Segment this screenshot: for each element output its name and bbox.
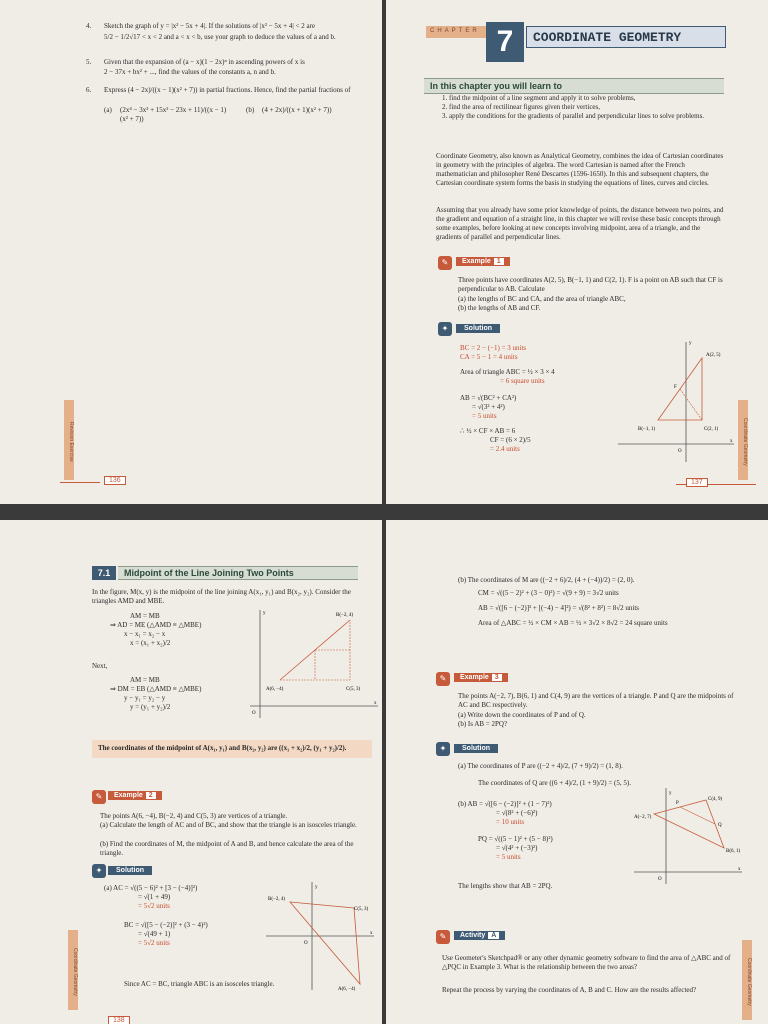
deriv1-line-4: x = (x₁ + x₂)/2 (130, 639, 171, 647)
sol1-line-bc: BC = 2 − (−1) = 3 units (460, 344, 527, 352)
intro-paragraph-1: Coordinate Geometry, also known as Analytical Geometry, combines the idea of Cartesian coordinates in geometry with the principles of algebra. The word Cartesian is named after the French mathematician and philosopher René Descartes (1596-1650). In this and subsequent chapters, the Cartesian coordinate system forms the basis in studying the equations of lines, curves and circles. (436, 152, 724, 187)
example-2-part-a: (a) Calculate the length of AC and of BC, and show that the triangle is an isosceles triangle. (100, 821, 357, 829)
footer-rule (60, 482, 100, 483)
sol2-line-bc: BC = √([5 − (−2)]² + (3 − 4)²) (124, 921, 208, 929)
label-a: A(2, 5) (706, 353, 721, 358)
sol3-line-pq: PQ = √((5 − 1)² + (5 − 8)²) (478, 835, 553, 843)
example-1-part-a: (a) the lengths of BC and CA, and the area of triangle ABC, (458, 295, 626, 303)
example-1-graph (618, 334, 738, 464)
sol2-line-bc-result: = 5√2 units (138, 939, 170, 947)
example-label: Example (462, 258, 491, 265)
label-b: B(−2, 4) (268, 897, 285, 902)
sol2-line-bc-2: = √(49 + 1) (138, 930, 171, 938)
intro-paragraph-2: Assuming that you already have some prior knowledge of points, the distance between two points, and the gradient and equation of a straight line, in this chapter we will revise these basic concepts through some examples, before looking at new concepts involving midpoint, area of a triangle, and the gradients of parallel and perpendicular lines. (436, 206, 724, 241)
ex6-number: 6. (86, 86, 92, 94)
sol2b-line-m: (b) The coordinates of M are ((−2 + 6)/2, (4 + (−4))/2) = (2, 0). (458, 576, 635, 584)
chapter-title: COORDINATE GEOMETRY (526, 26, 726, 48)
label-c: C(2, 1) (704, 427, 719, 432)
sol3-line-ab-2: = √(8² + (−6)²) (496, 809, 538, 817)
deriv2-line-4: y = (y₁ + y₂)/2 (130, 703, 171, 711)
page-139 (386, 520, 768, 1024)
sol1-line-ab: AB = √(BC² + CA²) (460, 394, 517, 402)
activity-label: Activity (460, 932, 486, 939)
sol2b-line-ab: AB = √([6 − (−2)]² + [(−4) − 4]²) = √(8² + 8²) = 8√2 units (478, 604, 640, 612)
example-2-part-b: (b) Find the coordinates of M, the midpoint of A and B, and hence calculate the area of the triangle. (100, 840, 354, 857)
example-1-tag (456, 257, 510, 266)
ex6-a-label: (a) (104, 106, 112, 114)
label-y: y (263, 611, 266, 616)
ex6-b-expr: (4 + 2x)/((x + 1)(x² + 7)) (262, 106, 332, 114)
top-spread (0, 0, 768, 504)
activity-text-1: Use Geometer's Sketchpad® or any other dynamic geometry software to find the area of △ABC and of △PQC in Example 3. What is the relationship between the two areas? (442, 954, 731, 971)
activity-icon: ✎ (436, 930, 450, 944)
label-a: A(6, −4) (338, 987, 356, 992)
label-b: B(6, 1) (726, 849, 741, 854)
page-138 (0, 520, 382, 1024)
ex6-text: Express (4 − 2x)/((x − 1)(x² + 7)) in partial fractions. Hence, find the partial fractions of (104, 86, 351, 94)
sol3-line-pq-result: = 5 units (496, 853, 521, 861)
sol1-line-ab-2: = √(3² + 4²) (472, 403, 505, 411)
example-pin-icon: ✎ (436, 672, 450, 686)
example-number: 2 (146, 792, 156, 799)
sol1-line-cf-2: CF = (6 × 2)/5 (490, 436, 531, 444)
derivation-x (110, 612, 250, 648)
sol1-line-ca: CA = 5 − 1 = 4 units (460, 353, 518, 361)
chapter-word: CHAPTER (426, 26, 486, 38)
ex5-text-2: 2 − 37x + bx² + ..., find the values of the constants a, n and b. (104, 68, 276, 76)
sol2b-line-cm: CM = √((5 − 2)² + (3 − 0)²) = √(9 + 9) = 3√2 units (478, 589, 619, 597)
example-2-tag (108, 791, 162, 800)
solution-2-tag: Solution (108, 866, 152, 875)
example-1-text: Three points have coordinates A(2, 5), B(−1, 1) and C(2, 1). F is a point on AB such that CF is perpendicular to AB. Calculate (458, 276, 723, 293)
example-pin-icon: ✎ (92, 790, 106, 804)
label-c: C(5, 3) (346, 687, 361, 692)
sol1-line-cf-result: = 2.4 units (490, 445, 520, 453)
section-intro: In the figure, M(x, y) is the midpoint of the line joining A(x₁, y₁) and B(x₂, y₂). Consider the triangles AMD and MBE. (92, 588, 351, 605)
label-q: Q (718, 823, 722, 828)
sol2-line-ac-2: = √(1 + 49) (138, 893, 171, 901)
page-137 (386, 0, 768, 504)
section-number: 7.1 (92, 566, 116, 580)
section-title: Midpoint of the Line Joining Two Points (118, 566, 358, 580)
label-x: x (730, 439, 733, 444)
deriv2-line-2: ⇒ DM = EB (△AMD ≡ △MBE) (110, 685, 202, 693)
example-pin-icon: ✎ (438, 256, 452, 270)
label-y: y (669, 791, 672, 796)
solution-1-lines (460, 344, 610, 454)
deriv1-line-3: x − x₁ = x₂ − x (124, 630, 166, 638)
ex4-number: 4. (86, 22, 92, 30)
label-o: O (658, 877, 662, 882)
sol3-line-ab-result: = 10 units (496, 818, 525, 826)
midpoint-graph (250, 606, 380, 726)
example-number: 1 (494, 258, 504, 265)
ex4-text: Sketch the graph of y = |x² − 5x + 4|. If the solutions of |x² − 5x + 4| < 2 are (104, 22, 315, 30)
ex4-text-2: 5/2 − 1/2√17 < x < 2 and a < x < b, use your graph to deduce the values of a and b. (104, 33, 336, 41)
sol3-line-ab: (b) AB = √([6 − (−2)]² + (1 − 7)²) (458, 800, 552, 808)
objective-3: 3. apply the conditions for the gradients of parallel and perpendicular lines to solve problems. (442, 112, 705, 120)
example-3-tag (454, 673, 508, 682)
sol1-line-area: Area of triangle ABC = ½ × 3 × 4 (460, 368, 555, 376)
solution-3-conclusion: The lengths show that AB = 2PQ. (458, 882, 553, 890)
deriv1-line-1: AM = MB (130, 612, 160, 620)
objectives-list (442, 94, 722, 121)
objective-2: 2. find the area of rectilinear figures given their vertices, (442, 103, 601, 111)
sol2-line-ac: (a) AC = √((5 − 6)² + [3 − (−4)]²) (104, 884, 198, 892)
side-tab-coordinate: Coordinate Geometry (68, 930, 78, 1010)
page-number-136: 136 (104, 476, 126, 485)
label-y: y (689, 341, 692, 346)
deriv1-line-2: ⇒ AD = ME (△AMD ≡ △MBE) (110, 621, 202, 629)
example-3-text: The points A(−2, 7), B(6, 1) and C(4, 9) are the vertices of a triangle. P and Q are the midpoints of AC and BC respectively. (458, 692, 734, 709)
page-136 (0, 0, 382, 504)
solution-1-tag: Solution (456, 324, 500, 333)
sol1-line-cf: ∴ ½ × CF × AB = 6 (460, 427, 516, 435)
ex6-a-expr: (2x⁴ − 3x³ + 15x² − 23x + 11)/((x − 1)(x² + 7)) (120, 106, 227, 123)
sol2-line-ac-result: = 5√2 units (138, 902, 170, 910)
solution-3-tag: Solution (454, 744, 498, 753)
label-b: B(−1, 1) (638, 427, 655, 432)
triangle-abc (654, 800, 724, 848)
ex5-text: Given that the expansion of (a − x)(1 − 2x)ⁿ in ascending powers of x is (104, 58, 305, 66)
example-3-part-a: (a) Write down the coordinates of P and of Q. (458, 711, 586, 719)
example-label: Example (460, 674, 489, 681)
learn-heading: In this chapter you will learn to (424, 78, 724, 94)
example-number: 3 (492, 674, 502, 681)
example-2-text: The points A(6, −4), B(−2, 4) and C(5, 3) are vertices of a triangle. (100, 812, 288, 820)
example-2-graph (266, 880, 376, 992)
solution-bulb-icon: ✦ (436, 742, 450, 756)
label-c: C(4, 9) (708, 797, 723, 802)
sol2b-line-area: Area of △ABC = ½ × CM × AB = ½ × 3√2 × 8√2 = 24 square units (478, 619, 668, 627)
side-tab-revision: Revision Exercise (64, 400, 74, 480)
derivation-y (110, 676, 250, 712)
midpoint-formula: The coordinates of the midpoint of A(x₁, y₁) and B(x₂, y₂) are ((x₁ + x₂)/2, (y₁ + y₂)/2). (92, 740, 372, 758)
side-tab-coordinate: Coordinate Geometry (742, 940, 752, 1020)
example-3-part-b: (b) Is AB = 2PQ? (458, 720, 508, 728)
solution-2-part-b (458, 576, 748, 628)
next-word: Next, (92, 662, 108, 670)
solution-2-conclusion: Since AC = BC, triangle ABC is an isosceles triangle. (124, 980, 275, 988)
chapter-number: 7 (486, 22, 524, 62)
label-a: A(−2, 7) (634, 815, 652, 820)
example-3-graph (634, 786, 744, 886)
ex6-b-label: (b) (246, 106, 255, 114)
label-o: O (252, 711, 256, 716)
side-tab-coordinate: Coordinate Geometry (738, 400, 748, 480)
sol3-line-p: (a) The coordinates of P are ((−2 + 4)/2, (7 + 9)/2) = (1, 8). (458, 762, 623, 770)
label-f: F (674, 385, 677, 390)
page-number-137: 137 (686, 478, 708, 487)
label-y: y (315, 885, 318, 890)
activity-number: A (488, 932, 499, 939)
page-number-138: 138 (108, 1016, 130, 1024)
label-a: A(6, −4) (266, 687, 284, 692)
solution-2-lines (104, 884, 264, 948)
solution-bulb-icon: ✦ (438, 322, 452, 336)
objective-1: 1. find the midpoint of a line segment and apply it to solve problems, (442, 94, 636, 102)
label-x: x (370, 931, 373, 936)
bottom-spread (0, 520, 768, 1024)
sol3-line-pq-2: = √(4² + (−3)²) (496, 844, 538, 852)
activity-text-2: Repeat the process by varying the coordinates of A, B and C. How are the results affected? (442, 986, 697, 994)
label-o: O (304, 941, 308, 946)
sol1-line-ab-result: = 5 units (472, 412, 497, 420)
label-c: C(5, 3) (354, 907, 369, 912)
activity-tag (454, 931, 505, 940)
solution-bulb-icon: ✦ (92, 864, 106, 878)
label-x: x (738, 867, 741, 872)
ex5-number: 5. (86, 58, 92, 66)
label-b: B(−2, 4) (336, 613, 353, 618)
sol3-line-q: The coordinates of Q are ((6 + 4)/2, (1 + 9)/2) = (5, 5). (478, 779, 631, 787)
solution-3-lines (458, 762, 648, 862)
example-1-part-b: (b) the lengths of AB and CF. (458, 304, 541, 312)
deriv2-line-3: y − y₁ = y₂ − y (124, 694, 166, 702)
label-p: P (676, 801, 679, 806)
label-o: O (678, 449, 682, 454)
triangle-abc (290, 902, 360, 984)
line-cf (680, 389, 702, 420)
label-x: x (374, 701, 377, 706)
deriv2-line-1: AM = MB (130, 676, 160, 684)
example-label: Example (114, 792, 143, 799)
sol1-line-area-result: = 6 square units (500, 377, 545, 385)
